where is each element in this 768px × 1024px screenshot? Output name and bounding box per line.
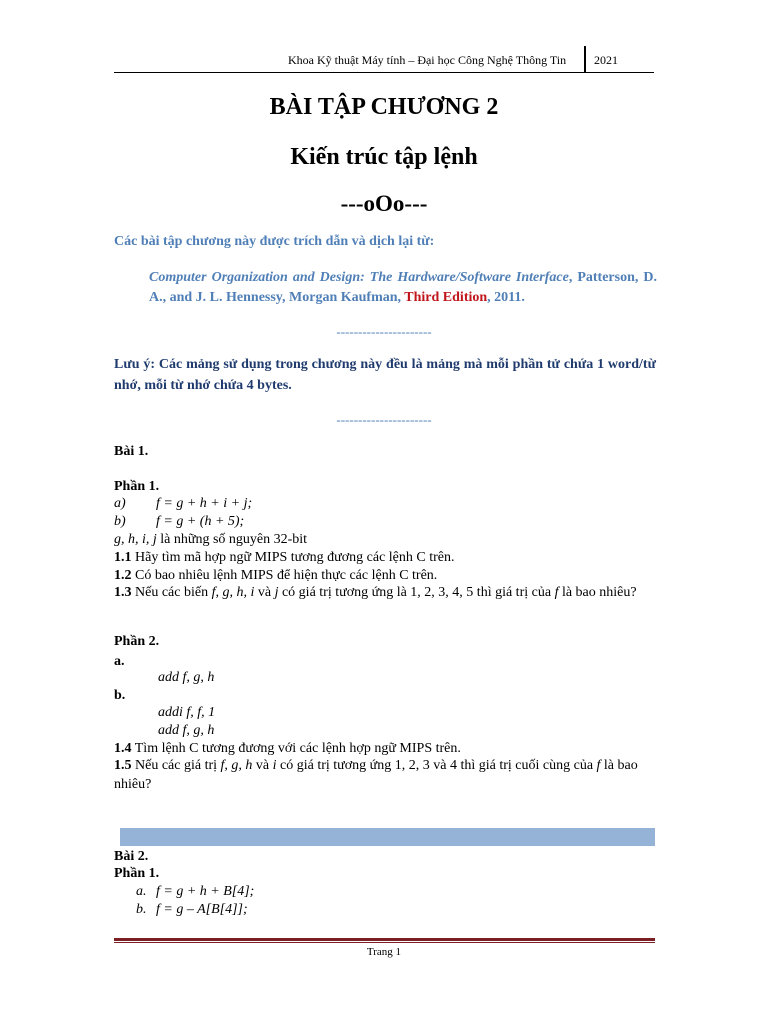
question-1-3: 1.3 Nếu các biến f, g, h, i và j có giá trị tương ứng là 1, 2, 3, 4, 5 thì giá trị của f là bao nhiêu?	[114, 585, 637, 600]
separator-2: ----------------------	[336, 412, 432, 427]
citation-year: , 2011.	[487, 290, 525, 305]
citation-edition: Third Edition	[404, 290, 488, 305]
code-b-2: add f, g, h	[158, 723, 215, 738]
exercise-1-part-1-title: Phần 1.	[114, 479, 160, 494]
header-year: 2021	[594, 53, 618, 67]
page-number: Trang 1	[366, 946, 402, 958]
code-a: add f, g, h	[158, 670, 215, 685]
header-text: Khoa Kỹ thuật Máy tính – Đại học Công Nghệ Thông Tin	[288, 53, 567, 67]
page-title: BÀI TẬP CHƯƠNG 2	[269, 94, 499, 120]
header-rule	[114, 72, 654, 73]
title-ornament: ---oOo---	[340, 191, 428, 216]
footer-rule-thin	[114, 942, 655, 943]
note-text: Lưu ý: Các mảng sử dụng trong chương này đều là mảng mà mỗi phần tử chứa 1 word/từ nhớ, mỗi từ nhớ chứa 4 bytes.	[114, 357, 656, 393]
exercise-1-part-2-title: Phần 2.	[114, 634, 160, 649]
exercise-1-part-2-label-b: b.	[114, 688, 126, 703]
exercise-1-item-b: b) f = g + (h + 5);	[114, 514, 245, 529]
citation: Computer Organization and Design: The Hardware/Software Interface, Patterson, D. A., and J. L. Hennessy, Morgan Kaufman, Third Edition, 2011.	[149, 270, 658, 305]
section-divider-bar	[120, 828, 655, 846]
exercise-1-part-2-label-a: a.	[114, 654, 125, 669]
citation-authors: Patterson, D. A., and J. L. Hennessy, Morgan Kaufman,	[149, 270, 658, 305]
exercise-2-title: Bài 2.	[114, 849, 149, 864]
question-1-4: 1.4 Tìm lệnh C tương đương với các lệnh hợp ngữ MIPS trên.	[114, 741, 461, 756]
question-1-1: 1.1 Hãy tìm mã hợp ngữ MIPS tương đương các lệnh C trên.	[114, 550, 455, 565]
citation-book: Computer Organization and Design: The Hardware/Software Interface	[149, 270, 569, 285]
code-b-1: addi f, f, 1	[158, 705, 216, 720]
exercise-1-vars: g, h, i, j là những số nguyên 32-bit	[114, 532, 308, 547]
exercise-1-item-a: a) f = g + h + i + j;	[114, 496, 253, 511]
footer-rule-thick	[114, 938, 655, 941]
exercise-2-item-a: a. f = g + h + B[4];	[136, 884, 255, 899]
exercise-1-title: Bài 1.	[114, 444, 149, 459]
page-subtitle: Kiến trúc tập lệnh	[290, 144, 478, 170]
question-1-5: 1.5 Nếu các giá trị f, g, h và i có giá trị tương ứng 1, 2, 3 và 4 thì giá trị cuối cùng của f là bao nhiêu?	[114, 758, 638, 792]
intro-text: Các bài tập chương này được trích dẫn và dịch lại từ:	[114, 234, 435, 249]
exercise-2-item-b: b. f = g – A[B[4]];	[136, 902, 248, 917]
question-1-2: 1.2 Có bao nhiêu lệnh MIPS để hiện thực các lệnh C trên.	[114, 568, 438, 583]
separator-1: ----------------------	[336, 324, 432, 339]
header-separator	[584, 46, 586, 73]
exercise-2-part-1-title: Phần 1.	[114, 866, 160, 881]
